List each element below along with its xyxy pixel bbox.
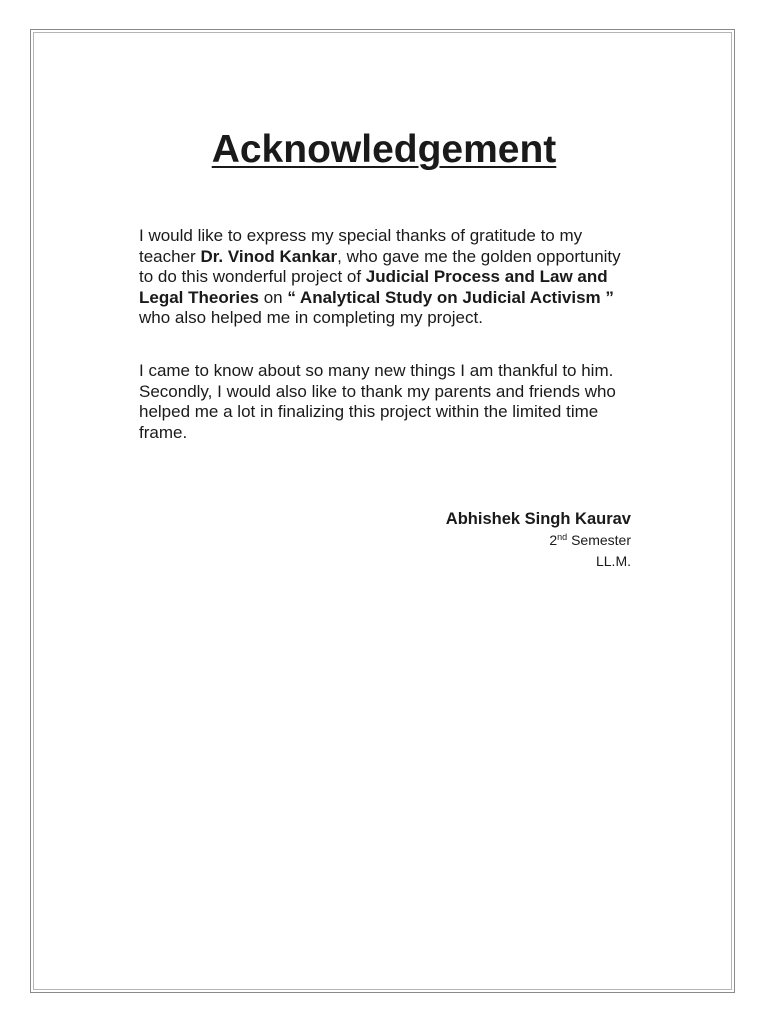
paragraph-gratitude <box>139 226 635 329</box>
signature-degree: LL.M. <box>595 553 631 569</box>
project-title: “ Analytical Study on Judicial Activism ” <box>287 287 614 307</box>
paragraph-thanks: I came to know about so many new things I am thankful to him. Secondly, I would also like to thank my parents and friends who helped me a lot in finalizing this project within the limited time frame. <box>139 361 616 442</box>
signature-semester <box>446 530 631 551</box>
semester-number: 2 <box>549 532 558 548</box>
paragraph-text: I would like to express my special thanks of gratitude to my teacher <box>139 226 583 266</box>
paragraph-text: who also helped me in completing my project. <box>139 308 483 327</box>
paragraph-text: , who gave me the golden opportunity to do this wonderful project of <box>139 246 621 286</box>
semester-label: Semester <box>567 532 631 548</box>
semester-suffix: nd <box>557 532 568 542</box>
teacher-name: Dr. Vinod Kankar <box>200 246 338 266</box>
title-text: Acknowledgement <box>211 128 557 171</box>
subject-name: Judicial Process and Law and Legal Theories <box>139 267 608 307</box>
page-title <box>0 128 768 172</box>
signature-name: Abhishek Singh Kaurav <box>445 510 631 528</box>
paragraph-text: on <box>258 287 288 307</box>
signature-block <box>446 509 631 572</box>
